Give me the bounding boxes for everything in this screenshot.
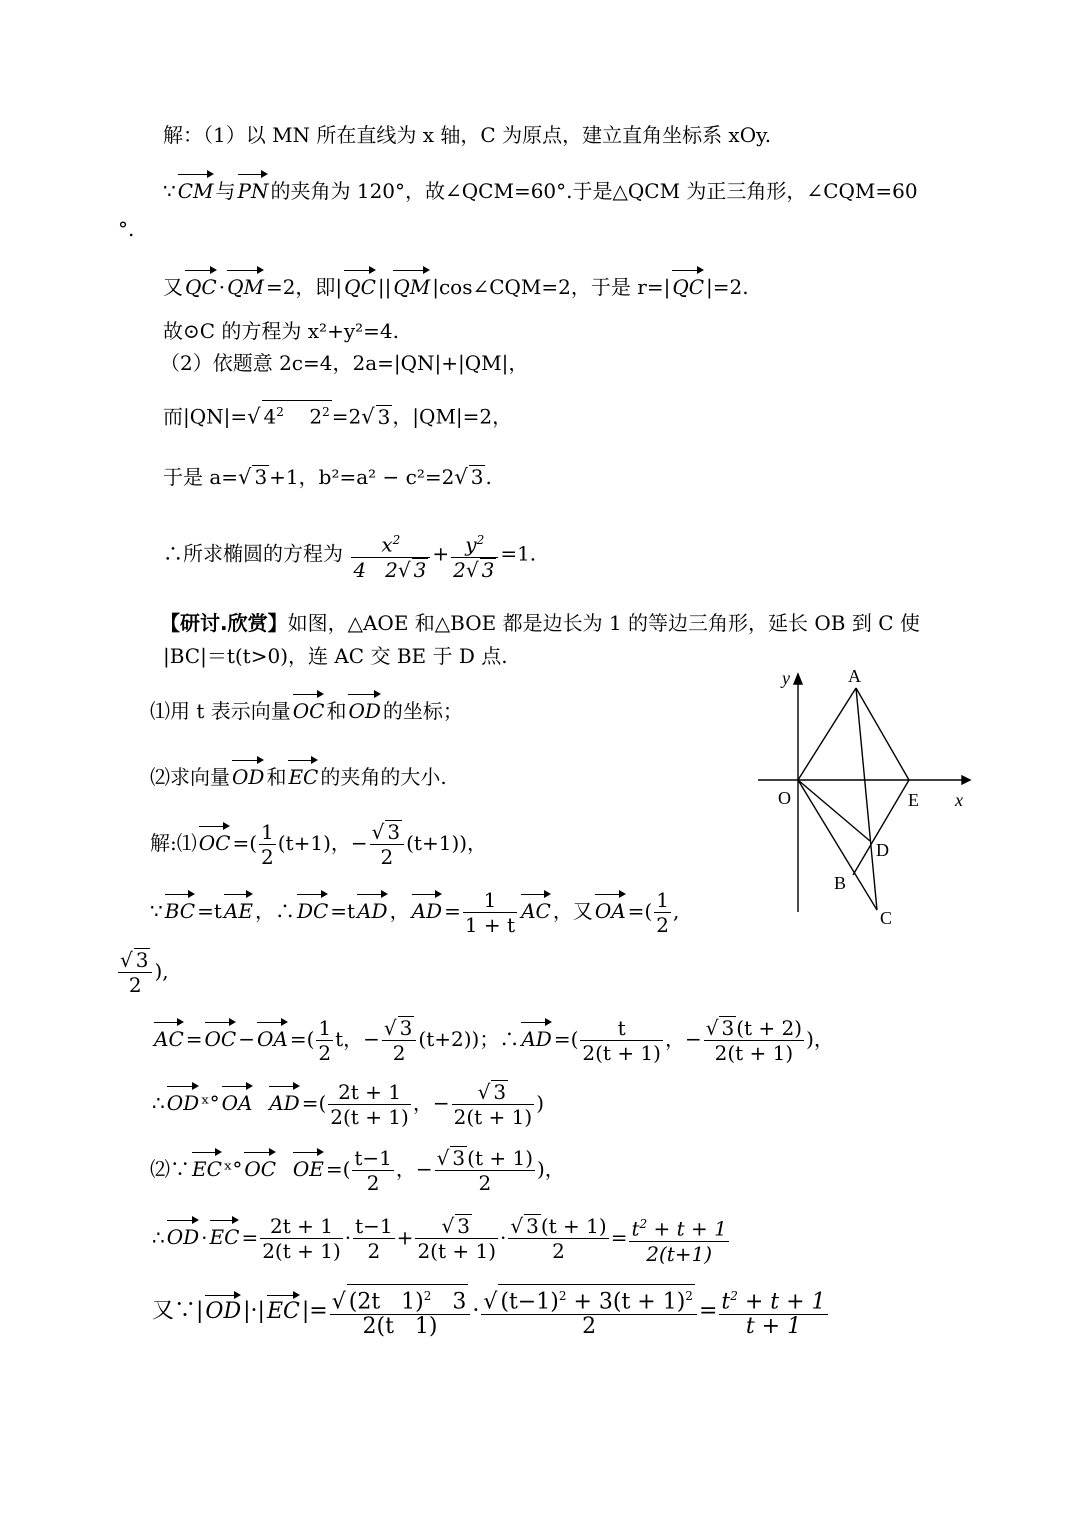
solution-line-2: ∵ CM 与 PN 的夹角为 120°，故∠QCM=60°.于是△QCM 为正三角形，∠CQM=60 <box>163 172 918 204</box>
research-intro: 【研讨.欣赏】如图，△AOE 和△BOE 都是边长为 1 的等边三角形，延长 OB 到 C 使 <box>160 611 920 635</box>
solution2-oa-cont: $\frac{√ 3}{2}$ ), <box>120 948 169 997</box>
solution-line-2-cont: °. <box>118 217 135 241</box>
label-D: D <box>876 840 889 860</box>
research-intro-2: |BC|＝t(t>0)，连 AC 交 BE 于 D 点. <box>163 644 508 668</box>
a-b-values: 于是 a=√ 3 +1，b²=a² − c²=2√ 3 . <box>163 465 492 489</box>
qn-length: 而|QN|=√ $4^2$ $2^2 =2√$ 3 ，|QM|=2， <box>163 400 512 430</box>
label-y: y <box>782 668 790 688</box>
geometry-figure <box>752 662 982 932</box>
solution2-oc: 解:⑴ OC =( $\frac{1}{2}$ (t+1)，− $\frac{√ 3}{2}$ (t+1))， <box>150 820 488 869</box>
label-C: C <box>880 908 893 928</box>
label-B: B <box>834 873 847 893</box>
solution2-ec: ⑵∵ EC ˣ° OC OE =( $\frac{t-1}{2}$ ，− $\frac{√ 3 (t + 1)}{2}$ )， <box>150 1146 565 1195</box>
solution2-ad: ∵ BC =t AE ，∴ DC =t AD ， AD = $\frac{1}{1 + t}$ AC ，又 OA =( $\frac{1}{2}$ , <box>150 888 680 937</box>
solution-line-1: 解：（1）以 MN 所在直线为 x 轴，C 为原点，建立直角坐标系 xOy. <box>163 123 772 147</box>
solution2-ac: AC = OC − OA =( $\frac{1}{2}$ t，− $\frac{√ 3}{2}$ (t+2))；∴ AD =( $\frac{t}{2(t + 1)}$ ，− $\frac{√ 3 (t + 2)}{2(t + 1)}$ )， <box>154 1016 834 1065</box>
segment-BE <box>853 780 909 875</box>
segment-OD <box>798 780 870 841</box>
x-axis-arrow <box>962 776 970 784</box>
question-2: ⑵求向量 OD 和 EC 的夹角的大小. <box>150 758 447 790</box>
segment-AC <box>856 688 877 910</box>
label-x: x <box>955 790 963 810</box>
segment-OA <box>798 688 856 780</box>
question-1: ⑴用 t 表示向量 OC 和 OD 的坐标； <box>150 692 463 724</box>
y-axis-arrow <box>794 674 802 684</box>
ellipse-equation: ∴所求椭圆的方程为 $\frac{x^2}{4 2√ 3}$ + $\frac{y^2}{2√ 3}$ =1. <box>163 528 536 582</box>
label-A: A <box>848 666 861 686</box>
label-E: E <box>908 790 919 810</box>
solution-line-3: 又 QC · QM =2，即| QC || QM |cos∠CQM=2，于是 r=| QC |=2. <box>163 268 749 300</box>
part2-given: （2）依题意 2c=4，2a=|QN|+|QM|， <box>160 351 529 375</box>
solution2-od: ∴ OD ˣ° OA AD =( $\frac{2t + 1}{2(t + 1)}$ ，− $\frac{√ 3}{2(t + 1)}$ ) <box>152 1080 544 1129</box>
label-O: O <box>778 788 791 808</box>
solution2-norm: 又∵|OD|·|EC|= $\frac{√ (2t 1)^2 3}{2(t 1)}$ · $\frac{√ (t-1)^2 + 3(t + 1)^2}{2}$ = $\frac{t^2 + t + 1}{t + 1}$ <box>152 1284 830 1339</box>
circle-equation: 故⊙C 的方程为 x²+y²=4. <box>163 319 399 343</box>
solution2-dot: ∴ OD · EC = $\frac{2t + 1}{2(t + 1)}$ · $\frac{t-1}{2}$ + $\frac{√ 3}{2(t + 1)}$ · $\frac{√ 3 (t + 1)}{2}$ = $\frac{t^2 + t + 1}{2(t+1)}$ <box>152 1212 731 1266</box>
